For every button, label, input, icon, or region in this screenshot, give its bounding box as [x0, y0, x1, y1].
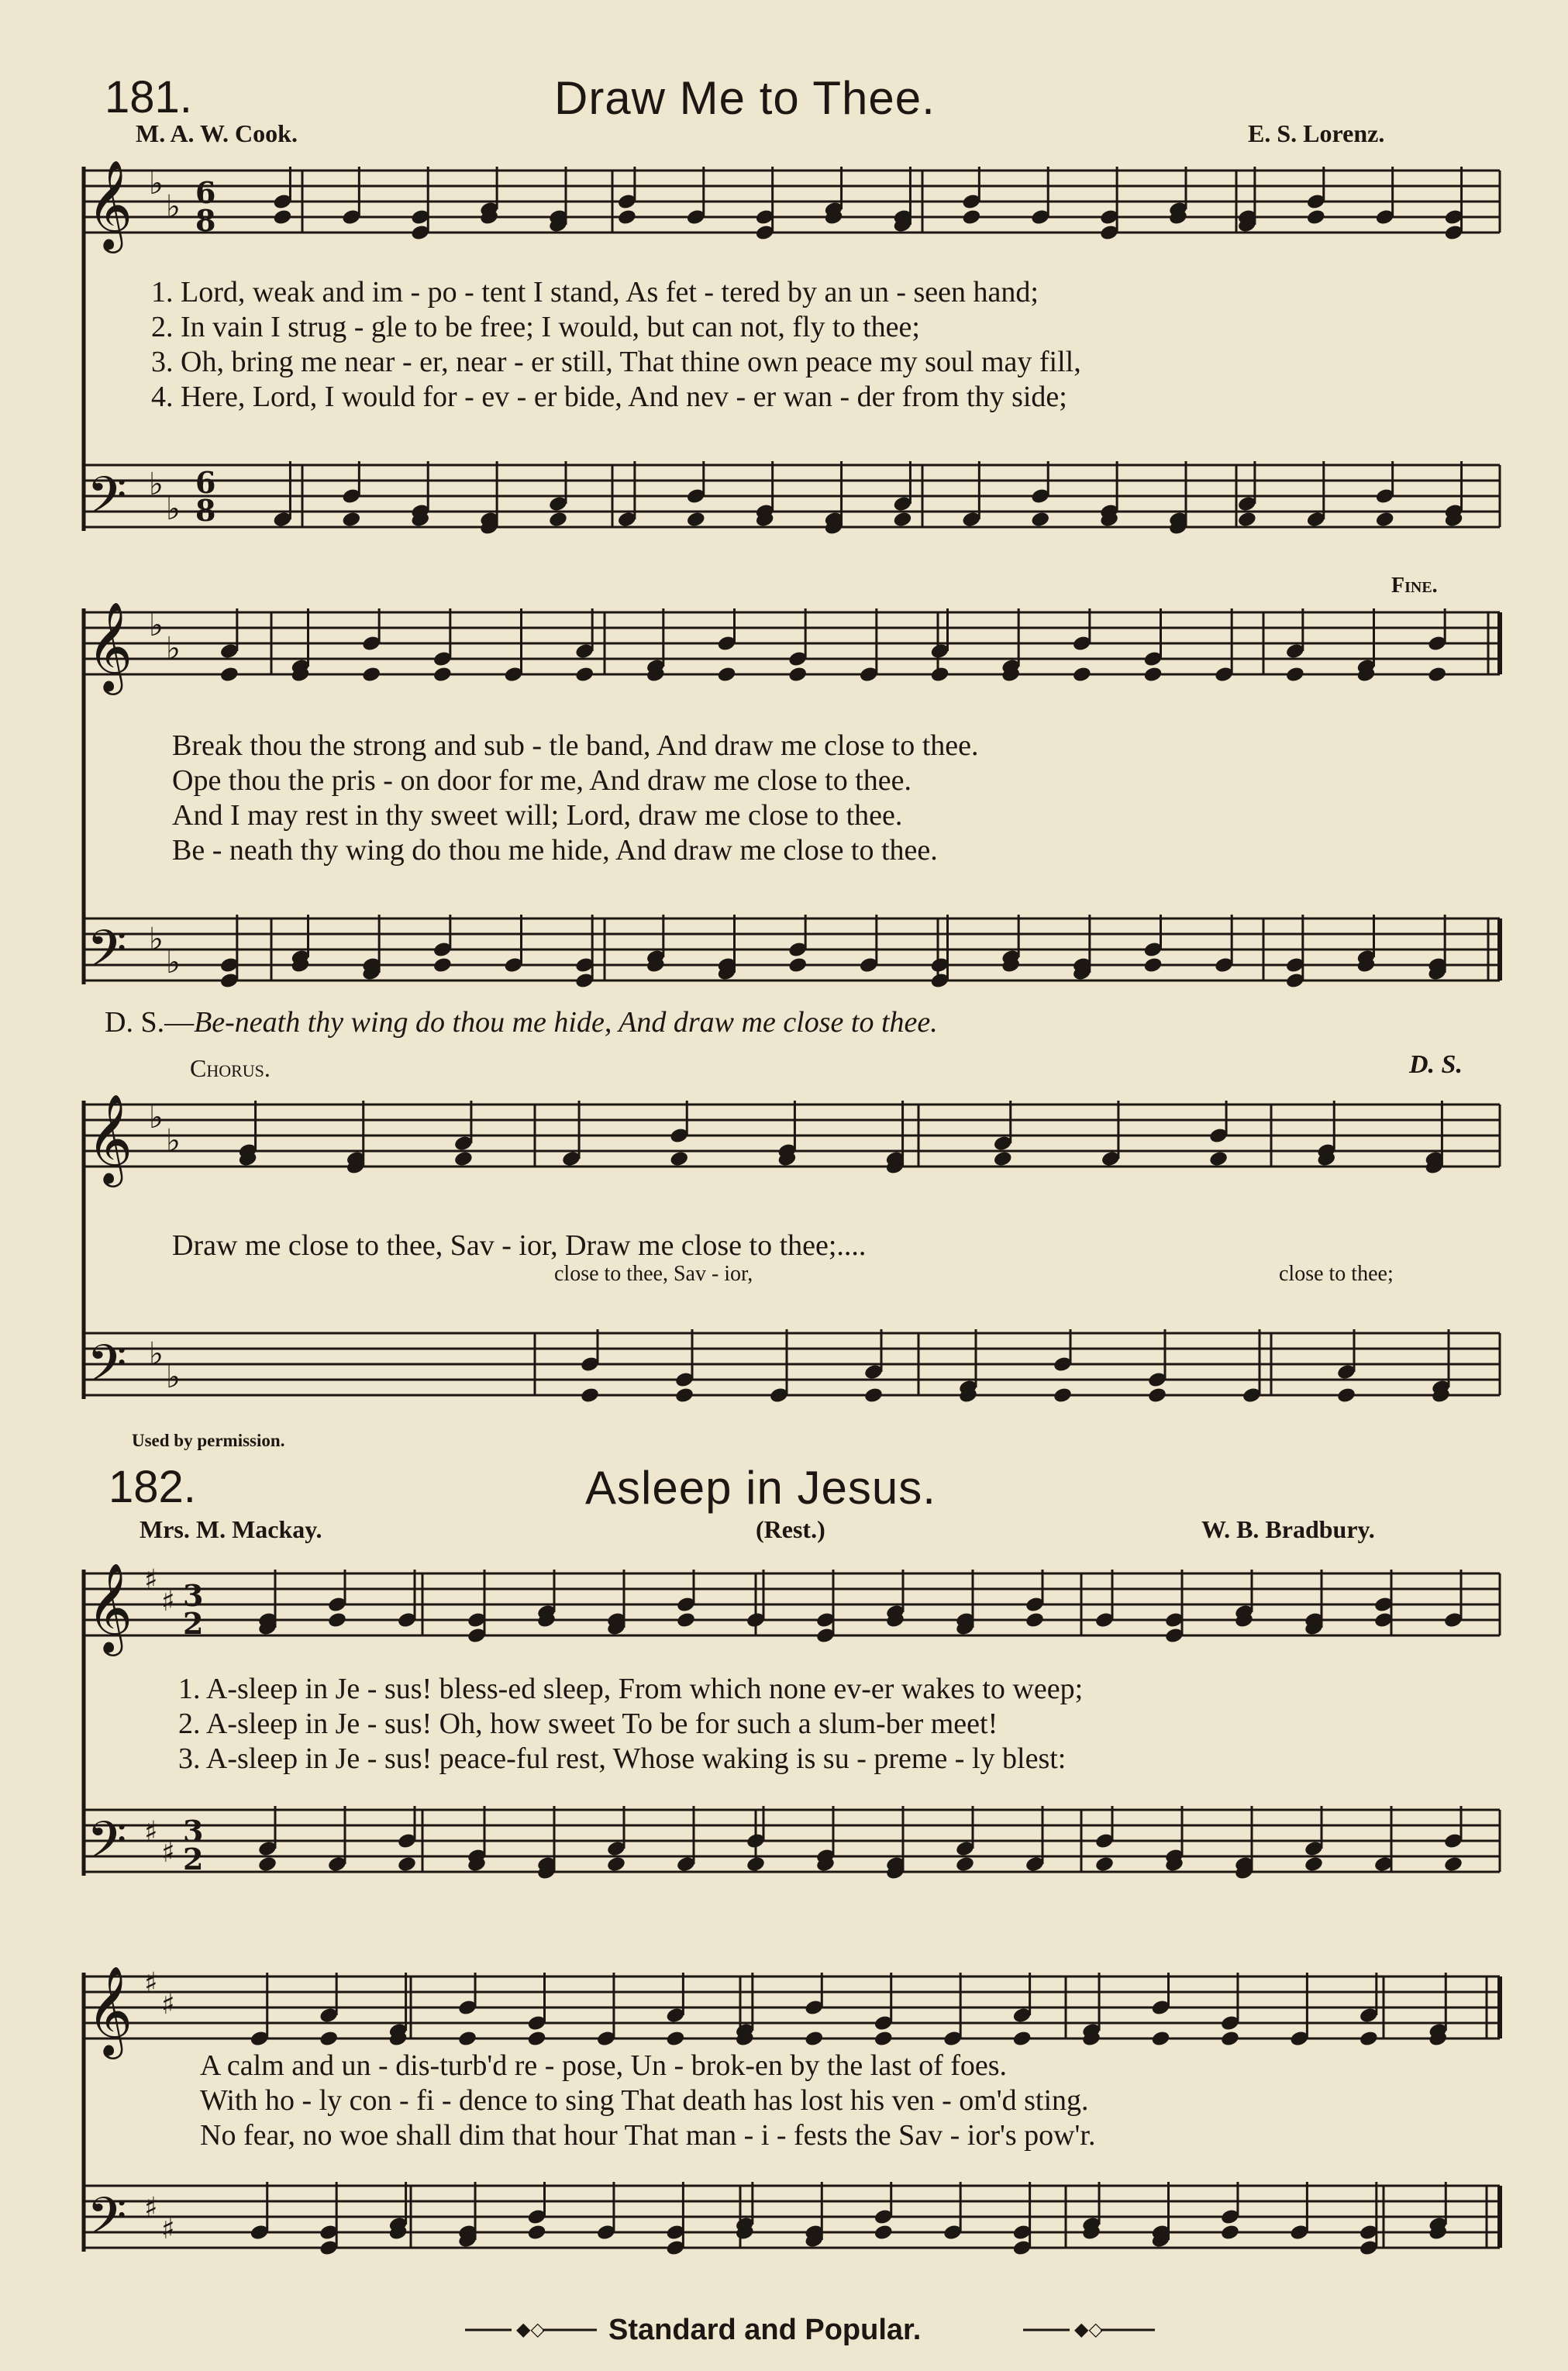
fine-marker: Fine.: [1391, 574, 1438, 598]
svg-text:3: 3: [183, 1578, 204, 1613]
svg-text:♯: ♯: [161, 1585, 175, 1618]
note-head: [1147, 1387, 1167, 1404]
svg-text:♯: ♯: [161, 2213, 175, 2245]
svg-text:𝄢: 𝄢: [87, 2187, 127, 2259]
hymn-182-verse-2: 2. A-sleep in Je - sus! Oh, how sweet To be for such a slum-ber meet!: [178, 1708, 998, 1740]
note-head: [1142, 956, 1163, 974]
ds-label: D. S.—: [105, 1006, 195, 1039]
note-head: [548, 511, 568, 529]
svg-text:♭: ♭: [149, 921, 164, 957]
hymn-181-music-credit: E. S. Lorenz.: [1248, 119, 1385, 147]
note-head: [219, 666, 240, 684]
staff-182-1-treble: [85, 1573, 1500, 1635]
note-head: [676, 1611, 696, 1629]
svg-text:𝄞: 𝄞: [87, 601, 133, 691]
note-head: [961, 208, 981, 226]
note-head: [1053, 1387, 1073, 1404]
hymn-181-verse-4-line-2: Be - neath thy wing do thou me hide, And draw me close to thee.: [172, 834, 938, 867]
staff-182-2-treble: [85, 1976, 1500, 2038]
staff-181-3-bass: [85, 1333, 1500, 1395]
note-head: [574, 666, 594, 684]
note-head: [1427, 666, 1447, 684]
footer-ornament-left: ◆◇: [516, 2320, 545, 2340]
svg-text:♭: ♭: [149, 607, 164, 643]
chorus-echo-1: close to thee, Sav - ior,: [554, 1262, 753, 1286]
note-head: [580, 1387, 600, 1404]
svg-text:♭: ♭: [166, 1122, 181, 1159]
note-head: [1030, 511, 1050, 529]
note-head: [1208, 1150, 1229, 1168]
note-head: [1142, 666, 1163, 684]
svg-text:𝄞: 𝄞: [87, 159, 133, 250]
note-head: [319, 2030, 339, 2048]
note-head: [892, 511, 912, 529]
note-head: [787, 666, 808, 684]
svg-text:𝄢: 𝄢: [87, 466, 127, 538]
hymn-182-verse-1-line-2: A calm and un - dis-turb'd re - pose, Un - brok-en by the last of foes.: [200, 2049, 1008, 2082]
svg-text:𝄞: 𝄞: [87, 1093, 133, 1184]
svg-text:𝄢: 𝄢: [87, 1811, 127, 1883]
svg-text:♭: ♭: [149, 1099, 164, 1136]
svg-text:♭: ♭: [166, 1359, 181, 1395]
hymn-181-verse-4: 4. Here, Lord, I would for - ev - er bide, And nev - er wan - der from thy side;: [151, 381, 1067, 413]
chorus-label: Chorus.: [190, 1054, 271, 1082]
note-head: [457, 2030, 477, 2048]
note-head: [863, 1387, 884, 1404]
note-head: [617, 208, 637, 226]
note-head: [993, 1150, 1013, 1168]
hymn-181-number: 181.: [105, 72, 192, 122]
note-head: [606, 1856, 626, 1873]
svg-text:3: 3: [183, 1814, 204, 1849]
note-head: [327, 1611, 347, 1629]
note-head: [874, 2030, 894, 2048]
note-head: [1443, 1856, 1463, 1873]
hymn-182-title: Asleep in Jesus.: [585, 1462, 936, 1514]
hymn-181-verse-3-line-2: And I may rest in thy sweet will; Lord, draw me close to thee.: [172, 799, 903, 832]
ds-mark: D. S.: [1409, 1050, 1463, 1079]
staff-181-1-treble: [85, 171, 1500, 233]
svg-text:♯: ♯: [144, 1815, 158, 1848]
staff-182-1-bass: [85, 1810, 1500, 1872]
note-head: [1306, 208, 1326, 226]
hymn-181-title: Draw Me to Thee.: [554, 72, 936, 124]
hymn-181-verse-2-line-2: Ope thou the pris - on door for me, And draw me close to thee.: [172, 764, 912, 797]
ds-text: Be-neath thy wing do thou me hide, And draw me close to thee.: [194, 1006, 938, 1039]
note-head: [1220, 2030, 1240, 2048]
hymn-182-verse-1: 1. A-sleep in Je - sus! bless-ed sleep, From which none ev-er wakes to weep;: [178, 1673, 1084, 1705]
permission-note: Used by permission.: [132, 1431, 285, 1450]
hymn-182-verse-2-line-2: With ho - ly con - fi - dence to sing That death has lost his ven - om'd sting.: [200, 2084, 1089, 2117]
note-head: [526, 2030, 546, 2048]
note-head: [1336, 1387, 1356, 1404]
note-head: [432, 956, 453, 974]
hymn-181-words-credit: M. A. W. Cook.: [136, 119, 298, 147]
note-head: [1012, 2030, 1032, 2048]
svg-text:8: 8: [195, 493, 216, 528]
note-head: [787, 956, 808, 974]
hymn-181-verse-1: 1. Lord, weak and im - po - tent I stand, As fet - tered by an un - seen hand;: [151, 276, 1039, 308]
note-head: [397, 1856, 417, 1873]
hymn-182-number: 182.: [109, 1462, 196, 1512]
ds-line: [105, 1005, 938, 1039]
hymn-182-music-credit: W. B. Bradbury.: [1201, 1515, 1375, 1543]
svg-text:♯: ♯: [161, 1836, 175, 1869]
note-head: [665, 2030, 685, 2048]
note-head: [432, 666, 453, 684]
svg-text:♯: ♯: [161, 1988, 175, 2021]
svg-text:𝄞: 𝄞: [87, 1562, 133, 1652]
note-head: [272, 208, 292, 226]
note-head: [1220, 2224, 1240, 2242]
note-head: [526, 2224, 546, 2242]
svg-text:♯: ♯: [144, 2191, 158, 2224]
note-head: [1304, 1856, 1324, 1873]
note-head: [341, 511, 361, 529]
svg-text:♭: ♭: [166, 188, 181, 225]
footer-text: Standard and Popular.: [608, 2314, 922, 2346]
note-head: [874, 2224, 894, 2242]
note-head: [955, 1856, 975, 1873]
svg-text:♭: ♭: [149, 466, 164, 502]
note-head: [669, 1150, 689, 1168]
note-head: [674, 1387, 694, 1404]
staff-181-1-bass: [85, 465, 1500, 527]
note-head: [1094, 1856, 1115, 1873]
svg-text:♭: ♭: [166, 944, 181, 980]
svg-text:6: 6: [195, 175, 216, 210]
note-head: [1025, 1611, 1045, 1629]
svg-text:8: 8: [195, 203, 216, 238]
svg-text:2: 2: [183, 1606, 204, 1641]
footer-ornament-right: ◆◇: [1074, 2320, 1103, 2340]
svg-text:♭: ♭: [149, 1335, 164, 1372]
note-head: [361, 666, 381, 684]
hymn-182-words-credit: Mrs. M. Mackay.: [140, 1515, 322, 1543]
svg-text:♯: ♯: [144, 1563, 158, 1596]
svg-text:2: 2: [183, 1842, 204, 1876]
hymn-182-verse-3: 3. A-sleep in Je - sus! peace-ful rest, Whose waking is su - preme - ly blest:: [178, 1742, 1067, 1775]
note-head: [1285, 666, 1305, 684]
note-head: [1359, 2030, 1379, 2048]
svg-text:♯: ♯: [144, 1966, 158, 1999]
note-head: [257, 1856, 277, 1873]
hymn-181-verse-1-line-2: Break thou the strong and sub - tle band, And draw me close to thee.: [172, 729, 979, 762]
svg-text:𝄢: 𝄢: [87, 1334, 127, 1406]
svg-text:♭: ♭: [149, 165, 164, 202]
note-head: [716, 666, 736, 684]
chorus-text: Draw me close to thee, Sav - ior, Draw me close to thee;....: [172, 1229, 867, 1262]
note-head: [1150, 2030, 1170, 2048]
svg-text:♭: ♭: [166, 491, 181, 527]
svg-text:♭: ♭: [166, 630, 181, 667]
hymn-182-tune-name: (Rest.): [756, 1515, 825, 1543]
staff-182-2-bass: [85, 2186, 1500, 2248]
note-head: [804, 2030, 824, 2048]
note-head: [453, 1150, 474, 1168]
note-head: [929, 666, 949, 684]
note-head: [746, 1856, 766, 1873]
hymn-181-verse-3: 3. Oh, bring me near - er, near - er still, That thine own peace my soul may fill,: [151, 346, 1081, 378]
svg-text:𝄢: 𝄢: [87, 919, 127, 991]
note-head: [1375, 511, 1395, 529]
chorus-echo-2: close to thee;: [1279, 1262, 1394, 1286]
note-head: [1237, 511, 1257, 529]
note-head: [1072, 666, 1092, 684]
svg-text:𝄞: 𝄞: [87, 1965, 133, 2056]
hymn-182-verse-3-line-2: No fear, no woe shall dim that hour That man - i - fests the Sav - ior's pow'r.: [200, 2119, 1096, 2152]
note-head: [686, 511, 706, 529]
hymn-181-verse-2: 2. In vain I strug - gle to be free; I would, but can not, fly to thee;: [151, 311, 920, 343]
svg-text:6: 6: [195, 465, 216, 500]
